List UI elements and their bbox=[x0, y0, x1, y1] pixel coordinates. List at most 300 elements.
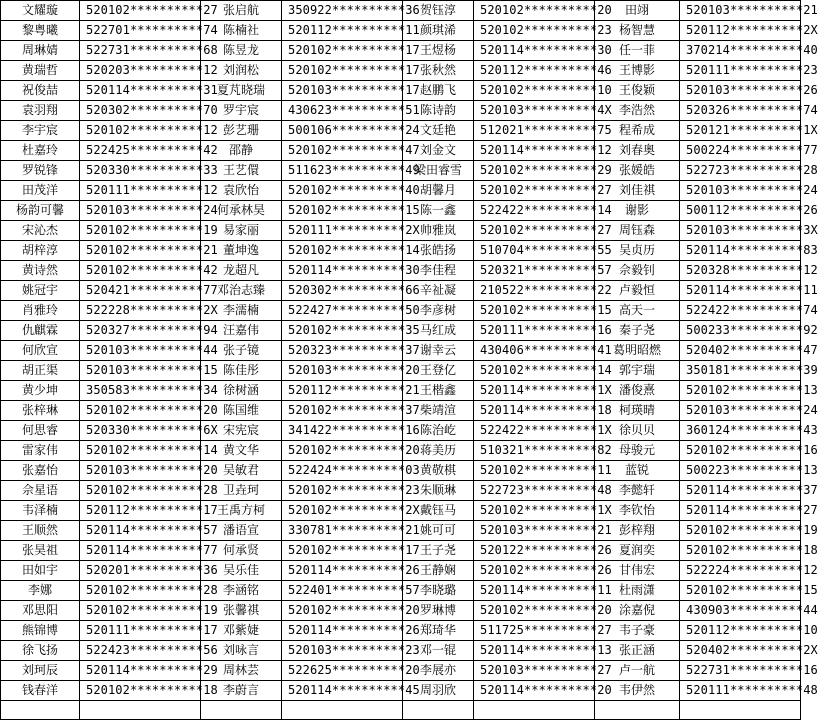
student-name-cell: 潘语宣 bbox=[201, 521, 282, 541]
masked-id-number-cell: 522427**********50 bbox=[282, 301, 403, 321]
student-name-cell: 郑琦华 bbox=[403, 621, 474, 641]
masked-id-number-cell: 520114**********37 bbox=[680, 481, 801, 501]
masked-id-number-cell: 520103**********44 bbox=[80, 341, 201, 361]
student-name-cell: 祝俊喆 bbox=[1, 81, 80, 101]
masked-id-number-cell: 522625**********20 bbox=[282, 661, 403, 681]
masked-id-number-cell: 522401**********57 bbox=[282, 581, 403, 601]
student-name-cell: 陈昱龙 bbox=[201, 41, 282, 61]
masked-id-number-cell: 510704**********55 bbox=[474, 241, 595, 261]
masked-id-number-cell: 520103**********24 bbox=[680, 181, 801, 201]
masked-id-number-cell: 520102**********11 bbox=[474, 461, 595, 481]
student-name-cell: 周钰森 bbox=[595, 221, 680, 241]
student-name-cell: 田如宇 bbox=[1, 561, 80, 581]
student-name-cell: 姚冠宇 bbox=[1, 281, 80, 301]
student-name-cell: 黎粤曦 bbox=[1, 21, 80, 41]
masked-id-number-cell: 522731**********68 bbox=[80, 41, 201, 61]
masked-id-number-cell: 520102**********29 bbox=[474, 161, 595, 181]
student-name-cell: 柴靖渲 bbox=[403, 401, 474, 421]
student-name-cell: 徐飞扬 bbox=[1, 641, 80, 661]
student-name-cell: 雷家伟 bbox=[1, 441, 80, 461]
student-name-cell: 张昊祖 bbox=[1, 541, 80, 561]
student-name-cell: 周琳婧 bbox=[1, 41, 80, 61]
masked-id-number-cell: 520121**********1X bbox=[680, 121, 801, 141]
student-name-cell: 李晓璐 bbox=[403, 581, 474, 601]
masked-id-number-cell: 511623**********49 bbox=[282, 161, 403, 181]
table-row bbox=[1, 181, 801, 201]
masked-id-number-cell: 341422**********16 bbox=[282, 421, 403, 441]
table-row bbox=[1, 521, 801, 541]
masked-id-number-cell: 522723**********48 bbox=[474, 481, 595, 501]
student-name-cell: 杜嘉玲 bbox=[1, 141, 80, 161]
masked-id-number-cell: 512021**********75 bbox=[474, 121, 595, 141]
masked-id-number-cell: 520103**********15 bbox=[80, 361, 201, 381]
student-name-cell: 陈治屹 bbox=[403, 421, 474, 441]
masked-id-number-cell: 520103**********20 bbox=[80, 461, 201, 481]
student-name-cell: 任一菲 bbox=[595, 41, 680, 61]
masked-id-number-cell: 520112**********21 bbox=[282, 381, 403, 401]
student-name-cell: 黄诗然 bbox=[1, 261, 80, 281]
table-row bbox=[1, 361, 801, 381]
student-name-cell: 李娜 bbox=[1, 581, 80, 601]
masked-id-number-cell: 522723**********28 bbox=[680, 161, 801, 181]
masked-id-number-cell: 520321**********57 bbox=[474, 261, 595, 281]
student-name-cell: 姚可可 bbox=[403, 521, 474, 541]
student-name-cell: 王俊颖 bbox=[595, 81, 680, 101]
table-row bbox=[1, 201, 801, 221]
student-name-cell: 戴钰马 bbox=[403, 501, 474, 521]
student-name-cell: 夏润奕 bbox=[595, 541, 680, 561]
student-name-cell: 张嘉怡 bbox=[1, 461, 80, 481]
masked-id-number-cell: 520102**********2X bbox=[282, 501, 403, 521]
student-name-cell: 辛祉凝 bbox=[403, 281, 474, 301]
masked-id-number-cell: 360124**********43 bbox=[680, 421, 801, 441]
table-row bbox=[1, 681, 801, 701]
student-name-cell bbox=[201, 701, 282, 720]
student-name-cell: 刘春奥 bbox=[595, 141, 680, 161]
student-name-cell: 王煜杨 bbox=[403, 41, 474, 61]
student-name-cell: 王静娴 bbox=[403, 561, 474, 581]
masked-id-number-cell: 520102**********40 bbox=[282, 181, 403, 201]
masked-id-number-cell: 522425**********42 bbox=[80, 141, 201, 161]
masked-id-number-cell: 522423**********56 bbox=[80, 641, 201, 661]
student-name-cell: 陈佳彤 bbox=[201, 361, 282, 381]
student-name-cell: 钱春洋 bbox=[1, 681, 80, 701]
masked-id-number-cell: 350583**********34 bbox=[80, 381, 201, 401]
masked-id-number-cell: 520114**********31 bbox=[80, 81, 201, 101]
student-name-cell: 刘咏言 bbox=[201, 641, 282, 661]
masked-id-number-cell: 520103**********24 bbox=[80, 201, 201, 221]
masked-id-number-cell: 520111**********23 bbox=[680, 61, 801, 81]
table-row bbox=[1, 281, 801, 301]
masked-id-number-cell: 520102**********19 bbox=[80, 221, 201, 241]
masked-id-number-cell: 520102**********13 bbox=[680, 381, 801, 401]
masked-id-number-cell: 520114**********11 bbox=[680, 281, 801, 301]
masked-id-number-cell: 522731**********16 bbox=[680, 661, 801, 681]
student-name-cell: 吴敏君 bbox=[201, 461, 282, 481]
table-row bbox=[1, 41, 801, 61]
student-name-cell: 李浩然 bbox=[595, 101, 680, 121]
masked-id-number-cell: 520114**********11 bbox=[474, 581, 595, 601]
masked-id-number-cell: 522224**********12 bbox=[680, 561, 801, 581]
student-name-cell: 彭艺珊 bbox=[201, 121, 282, 141]
student-name-cell: 夏芃晓瑞 bbox=[201, 81, 282, 101]
table-row bbox=[1, 581, 801, 601]
table-row bbox=[1, 381, 801, 401]
table-row bbox=[1, 61, 801, 81]
student-name-cell: 张馨祺 bbox=[201, 601, 282, 621]
student-name-cell: 葛明昭燃 bbox=[595, 341, 680, 361]
student-name-cell: 胡馨月 bbox=[403, 181, 474, 201]
table-row bbox=[1, 241, 801, 261]
masked-id-number-cell: 511725**********27 bbox=[474, 621, 595, 641]
masked-id-number-cell: 520203**********12 bbox=[80, 61, 201, 81]
student-name-cell: 杜雨潇 bbox=[595, 581, 680, 601]
student-name-cell: 胡梓淳 bbox=[1, 241, 80, 261]
masked-id-number-cell: 520102**********28 bbox=[80, 581, 201, 601]
masked-id-number-cell: 500112**********26 bbox=[680, 201, 801, 221]
student-name-cell: 董坤逸 bbox=[201, 241, 282, 261]
student-name-cell: 李宇宸 bbox=[1, 121, 80, 141]
masked-id-number-cell: 520102**********16 bbox=[680, 441, 801, 461]
masked-id-number-cell: 520323**********37 bbox=[282, 341, 403, 361]
student-name-cell: 蒋美历 bbox=[403, 441, 474, 461]
masked-id-number-cell: 520330**********33 bbox=[80, 161, 201, 181]
table-row bbox=[1, 101, 801, 121]
masked-id-number-cell: 520102**********15 bbox=[474, 301, 595, 321]
masked-id-number-cell: 520328**********12 bbox=[680, 261, 801, 281]
student-name-cell: 邓一锟 bbox=[403, 641, 474, 661]
student-name-cell: 佘毅钊 bbox=[595, 261, 680, 281]
masked-id-number-cell: 522228**********2X bbox=[80, 301, 201, 321]
masked-id-number-cell: 520114**********57 bbox=[80, 521, 201, 541]
table-row bbox=[1, 121, 801, 141]
student-name-cell: 仇麒霖 bbox=[1, 321, 80, 341]
table-row bbox=[1, 81, 801, 101]
table-row bbox=[1, 301, 801, 321]
masked-id-number-cell: 520102**********26 bbox=[474, 561, 595, 581]
masked-id-number-cell: 520102**********21 bbox=[80, 241, 201, 261]
masked-id-number-cell: 520102**********18 bbox=[680, 541, 801, 561]
student-name-cell: 刘金文 bbox=[403, 141, 474, 161]
masked-id-number-cell: 520102**********15 bbox=[680, 581, 801, 601]
table-row bbox=[1, 141, 801, 161]
student-name-cell: 徐贝贝 bbox=[595, 421, 680, 441]
masked-id-number-cell: 430903**********44 bbox=[680, 601, 801, 621]
masked-id-number-cell bbox=[680, 701, 801, 720]
masked-id-number-cell: 520302**********70 bbox=[80, 101, 201, 121]
masked-id-number-cell: 520111**********2X bbox=[282, 221, 403, 241]
table-row bbox=[1, 501, 801, 521]
masked-id-number-cell: 520102**********28 bbox=[80, 481, 201, 501]
masked-id-number-cell: 520114**********20 bbox=[474, 681, 595, 701]
masked-id-number-cell: 522424**********03 bbox=[282, 461, 403, 481]
student-name-cell: 王登亿 bbox=[403, 361, 474, 381]
masked-id-number-cell: 500233**********92 bbox=[680, 321, 801, 341]
masked-id-number-cell: 522422**********14 bbox=[474, 201, 595, 221]
table-row bbox=[1, 161, 801, 181]
student-name-cell: 张启航 bbox=[201, 1, 282, 21]
masked-id-number-cell: 520103**********21 bbox=[680, 1, 801, 21]
student-name-cell: 易家丽 bbox=[201, 221, 282, 241]
table-row bbox=[1, 321, 801, 341]
table-row bbox=[1, 1, 801, 21]
student-name-cell: 佘星语 bbox=[1, 481, 80, 501]
student-name-cell: 李钦怡 bbox=[595, 501, 680, 521]
student-name-cell: 肖雅玲 bbox=[1, 301, 80, 321]
student-name-cell: 邵静 bbox=[201, 141, 282, 161]
student-name-cell: 卫垚珂 bbox=[201, 481, 282, 501]
masked-id-number-cell: 500223**********13 bbox=[680, 461, 801, 481]
masked-id-number-cell: 520114**********18 bbox=[474, 401, 595, 421]
student-name-cell: 文廷艳 bbox=[403, 121, 474, 141]
masked-id-number-cell: 520102**********35 bbox=[282, 321, 403, 341]
masked-id-number-cell: 520102**********17 bbox=[282, 41, 403, 61]
masked-id-number-cell: 520102**********10 bbox=[474, 81, 595, 101]
masked-id-number-cell: 520102**********12 bbox=[80, 121, 201, 141]
student-name-cell: 谢幸云 bbox=[403, 341, 474, 361]
student-name-cell: 蓝锐 bbox=[595, 461, 680, 481]
student-name-cell: 张皓扬 bbox=[403, 241, 474, 261]
student-name-cell: 吴贞历 bbox=[595, 241, 680, 261]
student-name-cell: 徐树涵 bbox=[201, 381, 282, 401]
table-row bbox=[1, 481, 801, 501]
masked-id-number-cell: 520122**********26 bbox=[474, 541, 595, 561]
masked-id-number-cell: 520103**********4X bbox=[474, 101, 595, 121]
table-row bbox=[1, 541, 801, 561]
masked-id-number-cell: 520112**********11 bbox=[282, 21, 403, 41]
student-name-cell: 张子镜 bbox=[201, 341, 282, 361]
masked-id-number-cell: 520201**********36 bbox=[80, 561, 201, 581]
student-name-cell: 汪嘉伟 bbox=[201, 321, 282, 341]
masked-id-number-cell bbox=[80, 701, 201, 720]
masked-id-number-cell: 520102**********19 bbox=[680, 521, 801, 541]
student-name-cell: 程希成 bbox=[595, 121, 680, 141]
masked-id-number-cell: 520102**********20 bbox=[282, 441, 403, 461]
masked-id-number-cell: 520111**********48 bbox=[680, 681, 801, 701]
student-name-cell: 宋沁杰 bbox=[1, 221, 80, 241]
student-name-cell: 赵鹏飞 bbox=[403, 81, 474, 101]
student-name-cell: 王博影 bbox=[595, 61, 680, 81]
masked-id-number-cell: 520103**********24 bbox=[680, 401, 801, 421]
masked-id-number-cell: 520402**********2X bbox=[680, 641, 801, 661]
student-name-cell: 周羽欣 bbox=[403, 681, 474, 701]
table-row bbox=[1, 441, 801, 461]
student-name-cell: 何思睿 bbox=[1, 421, 80, 441]
student-name-cell: 朱顺琳 bbox=[403, 481, 474, 501]
masked-id-number-cell: 520102**********23 bbox=[282, 481, 403, 501]
student-name-cell: 宋宪宸 bbox=[201, 421, 282, 441]
student-name-cell: 田翊 bbox=[595, 1, 680, 21]
student-name-cell: 刘润松 bbox=[201, 61, 282, 81]
table-row bbox=[1, 621, 801, 641]
student-name-cell: 颜琪浠 bbox=[403, 21, 474, 41]
student-name-cell bbox=[1, 701, 80, 720]
student-name-cell: 黄瑞哲 bbox=[1, 61, 80, 81]
masked-id-number-cell: 520111**********16 bbox=[474, 321, 595, 341]
student-name-cell: 陈一鑫 bbox=[403, 201, 474, 221]
masked-id-number-cell: 520402**********47 bbox=[680, 341, 801, 361]
masked-id-number-cell: 520102**********20 bbox=[474, 601, 595, 621]
student-name-cell: 周林芸 bbox=[201, 661, 282, 681]
masked-id-number-cell: 520302**********66 bbox=[282, 281, 403, 301]
masked-id-number-cell: 520114**********30 bbox=[474, 41, 595, 61]
masked-id-number-cell: 520103**********23 bbox=[282, 641, 403, 661]
masked-id-number-cell: 520112**********17 bbox=[80, 501, 201, 521]
student-name-cell: 黄文华 bbox=[201, 441, 282, 461]
masked-id-number-cell: 520102**********17 bbox=[282, 541, 403, 561]
student-name-cell: 甘伟宏 bbox=[595, 561, 680, 581]
masked-id-number-cell: 520102**********20 bbox=[474, 1, 595, 21]
student-name-cell: 陈楠社 bbox=[201, 21, 282, 41]
masked-id-number-cell: 520102**********14 bbox=[474, 361, 595, 381]
masked-id-number-cell: 520112**********2X bbox=[680, 21, 801, 41]
student-name-cell: 何承贤 bbox=[201, 541, 282, 561]
student-name-cell: 田茂洋 bbox=[1, 181, 80, 201]
masked-id-number-cell: 520114**********13 bbox=[474, 641, 595, 661]
masked-id-number-cell: 520102**********23 bbox=[474, 21, 595, 41]
masked-id-number-cell: 330781**********21 bbox=[282, 521, 403, 541]
student-name-cell: 王禹方柯 bbox=[201, 501, 282, 521]
masked-id-number-cell: 350181**********39 bbox=[680, 361, 801, 381]
masked-id-number-cell: 210522**********22 bbox=[474, 281, 595, 301]
student-name-cell: 何承林昊 bbox=[201, 201, 282, 221]
roster-body bbox=[1, 1, 818, 720]
masked-id-number-cell: 520102**********42 bbox=[80, 261, 201, 281]
student-name-cell: 王顺然 bbox=[1, 521, 80, 541]
student-name-cell: 袁欣怡 bbox=[201, 181, 282, 201]
masked-id-number-cell: 520103**********17 bbox=[282, 81, 403, 101]
student-name-cell: 邓治志臻 bbox=[201, 281, 282, 301]
student-name-cell: 韦子豪 bbox=[595, 621, 680, 641]
student-name-cell: 郭宇瑞 bbox=[595, 361, 680, 381]
table-row bbox=[1, 21, 801, 41]
student-name-cell: 陈国维 bbox=[201, 401, 282, 421]
table-row bbox=[1, 401, 801, 421]
masked-id-number-cell: 520112**********46 bbox=[474, 61, 595, 81]
masked-id-number-cell: 520114**********26 bbox=[282, 621, 403, 641]
masked-id-number-cell: 520103**********27 bbox=[474, 661, 595, 681]
table-row bbox=[1, 601, 801, 621]
masked-id-number-cell: 350922**********36 bbox=[282, 1, 403, 21]
masked-id-number-cell: 520327**********94 bbox=[80, 321, 201, 341]
masked-id-number-cell: 520102**********20 bbox=[80, 401, 201, 421]
student-name-cell: 袁羽翔 bbox=[1, 101, 80, 121]
masked-id-number-cell: 520102**********18 bbox=[80, 681, 201, 701]
student-name-cell: 柯瑛晴 bbox=[595, 401, 680, 421]
student-name-cell: 卢一航 bbox=[595, 661, 680, 681]
masked-id-number-cell: 520114**********45 bbox=[282, 681, 403, 701]
student-name-cell: 罗宇宸 bbox=[201, 101, 282, 121]
student-name-cell: 张秋然 bbox=[403, 61, 474, 81]
student-name-cell: 彭梓翔 bbox=[595, 521, 680, 541]
student-name-cell: 何欣宣 bbox=[1, 341, 80, 361]
masked-id-number-cell: 520102**********27 bbox=[80, 1, 201, 21]
student-name-cell: 卢毅恒 bbox=[595, 281, 680, 301]
masked-id-number-cell: 520114**********26 bbox=[282, 561, 403, 581]
student-name-cell: 马红成 bbox=[403, 321, 474, 341]
table-row bbox=[1, 701, 801, 720]
masked-id-number-cell: 520102**********19 bbox=[80, 601, 201, 621]
student-name-cell: 李佳程 bbox=[403, 261, 474, 281]
student-name-cell: 潘俊熹 bbox=[595, 381, 680, 401]
masked-id-number-cell: 520102**********17 bbox=[282, 61, 403, 81]
masked-id-number-cell: 520114**********77 bbox=[80, 541, 201, 561]
student-name-cell: 王艺儇 bbox=[201, 161, 282, 181]
student-name-cell: 黄敬棋 bbox=[403, 461, 474, 481]
masked-id-number-cell: 520114**********83 bbox=[680, 241, 801, 261]
masked-id-number-cell: 500224**********77 bbox=[680, 141, 801, 161]
student-name-cell: 李涵铭 bbox=[201, 581, 282, 601]
masked-id-number-cell: 520114**********30 bbox=[282, 261, 403, 281]
table-row bbox=[1, 421, 801, 441]
student-name-cell bbox=[403, 701, 474, 720]
masked-id-number-cell: 520103**********3X bbox=[680, 221, 801, 241]
masked-id-number-cell: 520102**********20 bbox=[282, 601, 403, 621]
masked-id-number-cell: 520103**********21 bbox=[474, 521, 595, 541]
student-name-cell: 李蔚言 bbox=[201, 681, 282, 701]
masked-id-number-cell: 520114**********27 bbox=[680, 501, 801, 521]
masked-id-number-cell: 522422**********1X bbox=[474, 421, 595, 441]
masked-id-number-cell: 520111**********12 bbox=[80, 181, 201, 201]
masked-id-number-cell: 520102**********1X bbox=[474, 501, 595, 521]
masked-id-number-cell: 520330**********6X bbox=[80, 421, 201, 441]
student-name-cell: 高天一 bbox=[595, 301, 680, 321]
student-name-cell: 李懿轩 bbox=[595, 481, 680, 501]
student-name-cell: 熊锦博 bbox=[1, 621, 80, 641]
masked-id-number-cell: 520103**********20 bbox=[282, 361, 403, 381]
student-name-cell: 韦伊然 bbox=[595, 681, 680, 701]
student-name-cell: 梁田睿雪 bbox=[403, 161, 474, 181]
masked-id-number-cell: 520114**********29 bbox=[80, 661, 201, 681]
student-name-cell: 黄少坤 bbox=[1, 381, 80, 401]
student-name-cell: 张梓琳 bbox=[1, 401, 80, 421]
student-name-cell: 李濡楠 bbox=[201, 301, 282, 321]
student-name-cell: 罗琳博 bbox=[403, 601, 474, 621]
masked-id-number-cell: 520102**********14 bbox=[282, 241, 403, 261]
masked-id-number-cell: 520111**********17 bbox=[80, 621, 201, 641]
masked-id-number-cell: 520102**********15 bbox=[282, 201, 403, 221]
masked-id-number-cell: 370214**********40 bbox=[680, 41, 801, 61]
masked-id-number-cell: 522701**********74 bbox=[80, 21, 201, 41]
student-name-cell: 帅雅岚 bbox=[403, 221, 474, 241]
masked-id-number-cell: 500106**********24 bbox=[282, 121, 403, 141]
student-name-cell: 秦子尧 bbox=[595, 321, 680, 341]
masked-id-number-cell: 520421**********77 bbox=[80, 281, 201, 301]
table-row bbox=[1, 661, 801, 681]
table-row bbox=[1, 341, 801, 361]
masked-id-number-cell bbox=[282, 701, 403, 720]
student-name-cell: 罗锐锋 bbox=[1, 161, 80, 181]
masked-id-number-cell: 520114**********1X bbox=[474, 381, 595, 401]
masked-id-number-cell: 430623**********51 bbox=[282, 101, 403, 121]
student-name-cell: 文耀璇 bbox=[1, 1, 80, 21]
student-name-cell: 韦泽楠 bbox=[1, 501, 80, 521]
student-name-cell: 吴乐佳 bbox=[201, 561, 282, 581]
student-name-cell: 杨韵可馨 bbox=[1, 201, 80, 221]
student-name-cell: 龙超凡 bbox=[201, 261, 282, 281]
student-name-cell: 谢影 bbox=[595, 201, 680, 221]
masked-id-number-cell: 520326**********74 bbox=[680, 101, 801, 121]
student-name-cell: 陈诗韵 bbox=[403, 101, 474, 121]
student-name-cell bbox=[595, 701, 680, 720]
student-name-cell: 李彦树 bbox=[403, 301, 474, 321]
student-name-cell: 胡正渠 bbox=[1, 361, 80, 381]
student-name-cell: 王子尧 bbox=[403, 541, 474, 561]
masked-id-number-cell: 520103**********26 bbox=[680, 81, 801, 101]
masked-id-number-cell: 520112**********10 bbox=[680, 621, 801, 641]
masked-id-number-cell bbox=[474, 701, 595, 720]
masked-id-number-cell: 520114**********12 bbox=[474, 141, 595, 161]
